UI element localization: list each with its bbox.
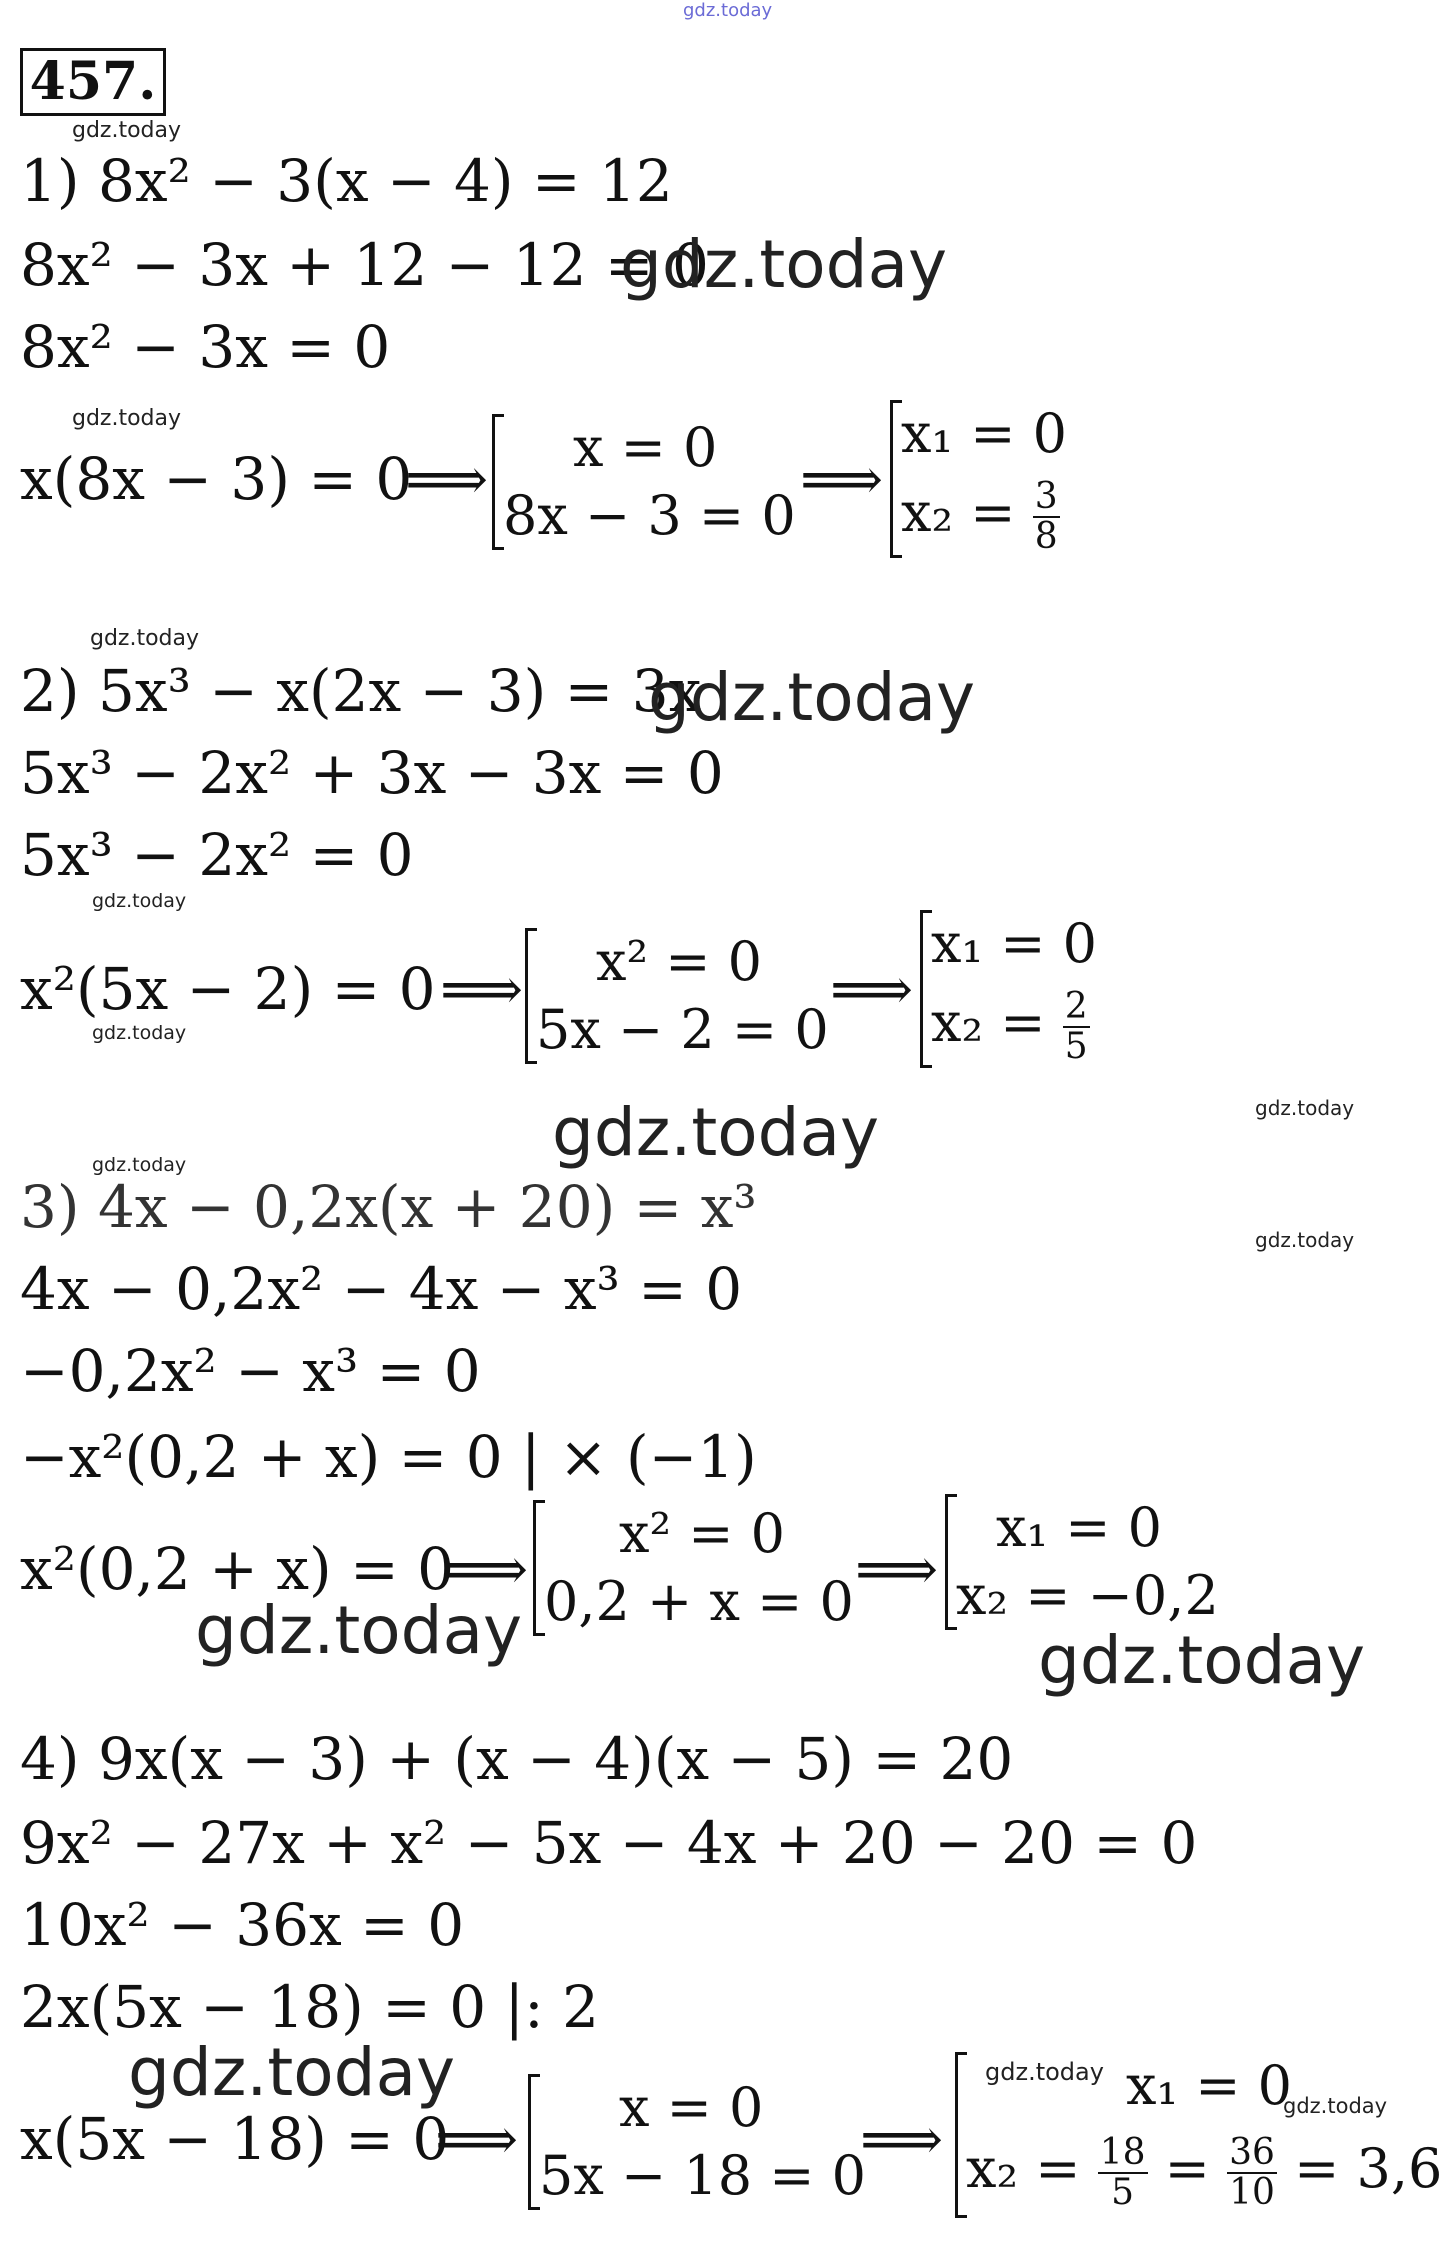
watermark: gdz.today xyxy=(195,1592,523,1669)
system-row: 8x − 3 = 0 xyxy=(503,484,796,547)
solution-x1: x₁ = 0 xyxy=(996,1496,1163,1559)
solution-x2-label: x₂ = xyxy=(966,2137,1081,2200)
watermark: gdz.today xyxy=(92,1022,187,1044)
system-row: 5x − 2 = 0 xyxy=(536,998,829,1061)
watermark: gdz.today xyxy=(72,406,182,431)
watermark: gdz.today xyxy=(1255,1096,1355,1120)
solution-x1: x₁ = 0 xyxy=(931,912,1098,975)
fraction xyxy=(1098,2134,1148,2212)
system-row: x² = 0 xyxy=(596,930,763,993)
part4-system xyxy=(528,2074,866,2210)
part1-line4: x(8x − 3) = 0 xyxy=(20,445,413,513)
solution-x2 xyxy=(966,2120,1442,2218)
part3-solution xyxy=(945,1494,1219,1630)
part2-line2: 5x³ − 2x² + 3x − 3x = 0 xyxy=(20,739,724,807)
part3-line3: −0,2x² − x³ = 0 xyxy=(20,1337,481,1405)
fraction xyxy=(1033,478,1060,556)
watermark: gdz.today xyxy=(92,1154,187,1176)
part1-line1: 1) 8x² − 3(x − 4) = 12 xyxy=(20,147,673,215)
numerator: 2 xyxy=(1064,986,1088,1028)
watermark: gdz.today xyxy=(648,659,976,736)
part4-line4: 2x(5x − 18) = 0 |: 2 xyxy=(20,1973,599,2041)
system-row: x = 0 xyxy=(619,2076,764,2139)
numerator: 3 xyxy=(1034,476,1058,518)
implies-arrow: ⟹ xyxy=(830,955,914,1023)
solution-x2 xyxy=(931,978,1097,1068)
equals-sign: = xyxy=(1164,2137,1210,2200)
fraction xyxy=(1063,988,1090,1066)
watermark: gdz.today xyxy=(985,2058,1104,2086)
solution-x1: x₁ = 0 xyxy=(901,402,1068,465)
part4-solution xyxy=(955,2052,1442,2218)
implies-arrow: ⟹ xyxy=(800,445,884,513)
part2-line3: 5x³ − 2x² = 0 xyxy=(20,821,414,889)
watermark: gdz.today xyxy=(128,2034,456,2111)
part3-line5: x²(0,2 + x) = 0 xyxy=(20,1535,455,1603)
denominator: 8 xyxy=(1034,516,1058,557)
solution-x2-label: x₂ = xyxy=(931,991,1046,1054)
system-row: 0,2 + x = 0 xyxy=(544,1570,854,1633)
implies-arrow: ⟹ xyxy=(860,2105,944,2173)
part1-system xyxy=(492,414,796,550)
numerator: 36 xyxy=(1229,2132,1275,2174)
part3-line1: 3) 4x − 0,2x(x + 20) = x³ xyxy=(20,1173,757,1241)
system-row: x = 0 xyxy=(573,416,718,479)
part4-line5: x(5x − 18) = 0 xyxy=(20,2105,450,2173)
part4-line3: 10x² − 36x = 0 xyxy=(20,1891,465,1959)
part2-line4: x²(5x − 2) = 0 xyxy=(20,955,436,1023)
denominator: 5 xyxy=(1111,2172,1135,2213)
part4-line2: 9x² − 27x + x² − 5x − 4x + 20 − 20 = 0 xyxy=(20,1809,1198,1877)
numerator: 18 xyxy=(1099,2132,1146,2174)
part1-line2: 8x² − 3x + 12 − 12 = 0 xyxy=(20,231,709,299)
implies-arrow: ⟹ xyxy=(855,1535,939,1603)
watermark: gdz.today xyxy=(72,118,182,143)
solution-x1: x₁ = 0 xyxy=(1126,2054,1293,2117)
watermark-top: gdz.today xyxy=(683,0,773,21)
part2-line1: 2) 5x³ − x(2x − 3) = 3x xyxy=(20,657,702,725)
denominator: 5 xyxy=(1064,1026,1088,1067)
watermark: gdz.today xyxy=(90,626,200,651)
implies-arrow: ⟹ xyxy=(440,955,524,1023)
implies-arrow: ⟹ xyxy=(405,445,489,513)
watermark: gdz.today xyxy=(1038,1622,1366,1699)
watermark: gdz.today xyxy=(1283,2094,1388,2118)
fraction xyxy=(1227,2134,1277,2212)
part4-line1: 4) 9x(x − 3) + (x − 4)(x − 5) = 20 xyxy=(20,1725,1014,1793)
system-row: 5x − 18 = 0 xyxy=(539,2144,867,2207)
solution-x2: x₂ = −0,2 xyxy=(956,1564,1219,1627)
part3-line2: 4x − 0,2x² − 4x − x³ = 0 xyxy=(20,1255,743,1323)
implies-arrow: ⟹ xyxy=(445,1535,529,1603)
watermark: gdz.today xyxy=(552,1094,880,1171)
watermark: gdz.today xyxy=(620,226,948,303)
watermark: gdz.today xyxy=(1255,1228,1355,1252)
part2-solution xyxy=(920,910,1097,1068)
part1-line3: 8x² − 3x = 0 xyxy=(20,313,391,381)
solution-x2-label: x₂ = xyxy=(901,481,1016,544)
solution-x2 xyxy=(901,468,1067,558)
part2-system xyxy=(525,928,829,1064)
part3-system xyxy=(533,1500,854,1636)
part1-solution xyxy=(890,400,1067,558)
solution-tail: = 3,6 xyxy=(1294,2137,1443,2200)
part3-line4: −x²(0,2 + x) = 0 | × (−1) xyxy=(20,1423,757,1491)
system-row: x² = 0 xyxy=(619,1502,786,1565)
implies-arrow: ⟹ xyxy=(435,2105,519,2173)
watermark: gdz.today xyxy=(92,890,187,912)
denominator: 10 xyxy=(1229,2172,1275,2213)
problem-number: 457. xyxy=(20,48,166,116)
